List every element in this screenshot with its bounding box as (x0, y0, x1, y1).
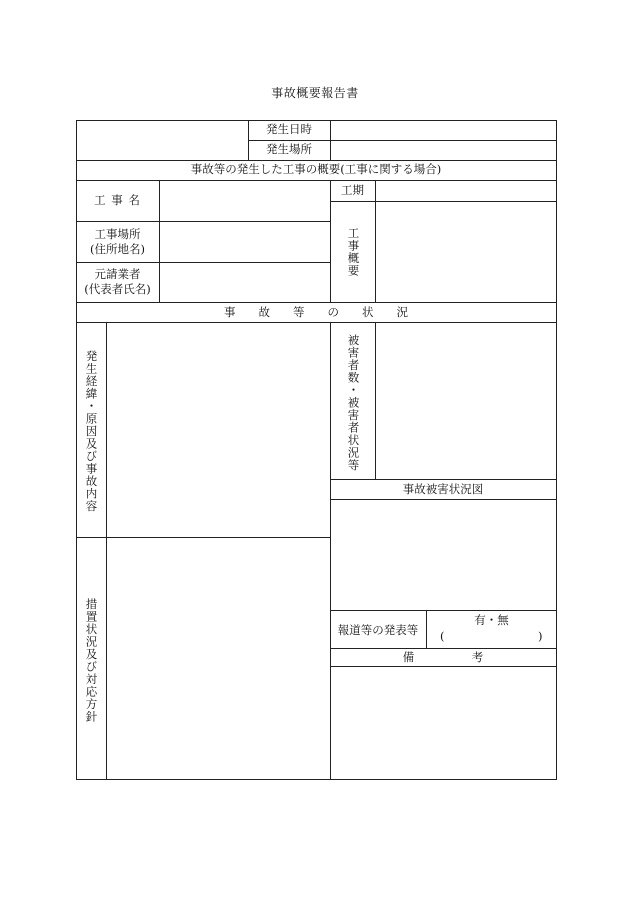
work-site-label: 工事場所 (94, 227, 141, 241)
press-paren-close: ) (538, 629, 543, 643)
victims-field[interactable] (376, 323, 556, 479)
measures-label: 措置状況及び対応方針 (84, 598, 99, 723)
work-site-field[interactable] (160, 222, 330, 262)
period-field[interactable] (376, 181, 556, 201)
press-note-field[interactable] (447, 629, 535, 645)
contractor-field[interactable] (160, 263, 330, 302)
cause-field[interactable] (107, 323, 330, 537)
diagram-area[interactable] (331, 500, 556, 610)
diagram-label: 事故被害状況図 (402, 482, 484, 496)
work-name-label: 工 事 名 (94, 193, 141, 207)
contractor-label: 元請業者 (94, 267, 141, 281)
remarks-field[interactable] (331, 667, 556, 779)
date-label: 発生日時 (266, 122, 312, 136)
press-paren-open: ( (440, 629, 445, 643)
place-label: 発生場所 (266, 142, 312, 156)
victims-label: 被害者数・被害者状況等 (346, 334, 361, 472)
press-value[interactable]: 有・無 (474, 613, 509, 627)
remarks-label: 備 考 (402, 650, 484, 664)
work-name-field[interactable] (160, 181, 330, 221)
cause-label: 発生経緯・原因及び事故内容 (84, 350, 99, 513)
work-site-sublabel: (住所地名) (90, 242, 145, 256)
work-summary-field[interactable] (376, 202, 556, 302)
measures-field[interactable] (107, 538, 330, 779)
overview-header: 事故等の発生した工事の概要(工事に関する場合) (190, 162, 442, 176)
press-label: 報道等の発表等 (337, 623, 419, 637)
work-summary-label: 工事概要 (346, 227, 361, 277)
date-field[interactable] (331, 121, 555, 140)
form-title: 事故概要報告書 (271, 86, 359, 100)
contractor-sublabel: (代表者氏名) (84, 282, 151, 296)
situation-header: 事 故 等 の 状 況 (224, 305, 408, 319)
place-field[interactable] (331, 141, 555, 160)
period-label: 工期 (341, 183, 364, 197)
